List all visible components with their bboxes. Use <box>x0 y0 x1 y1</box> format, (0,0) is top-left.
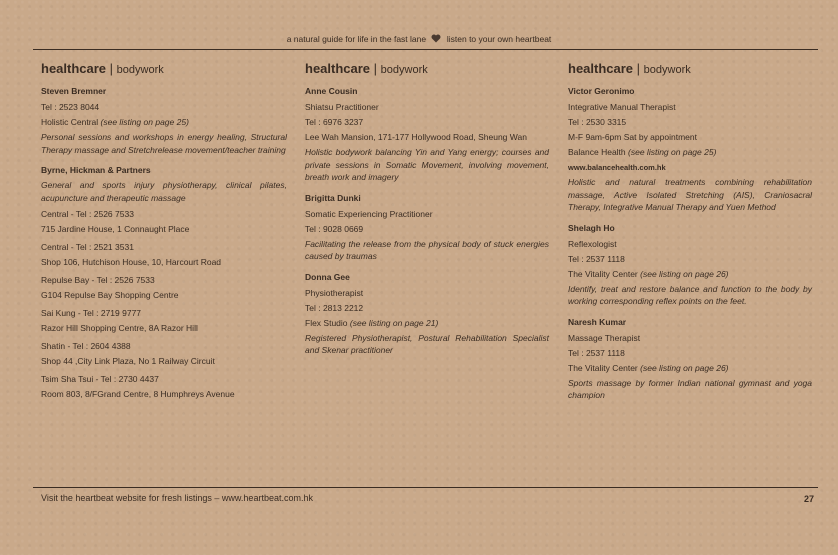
listing-line: Tel : 6976 3237 <box>305 117 364 127</box>
listing-line: Central - Tel : 2521 3531 <box>41 242 134 252</box>
tagline-right: listen to your own heartbeat <box>446 34 552 44</box>
top-rule <box>33 49 818 50</box>
listing-name: Victor Geronimo <box>568 86 635 96</box>
section-heading: healthcare | bodywork <box>568 61 691 76</box>
page-reference: (see listing on page 25) <box>628 147 717 157</box>
page-reference: (see listing on page 25) <box>100 117 189 127</box>
listing-line: 715 Jardine House, 1 Connaught Place <box>41 224 190 234</box>
section-heading: healthcare | bodywork <box>305 61 428 76</box>
listing-line: Flex Studio (see listing on page 21) <box>305 317 439 328</box>
listing-shelagh-ho <box>568 222 812 308</box>
listing-description: Registered Physiotherapist, Postural Rehabilitation Specialist and Skenar practitioner <box>305 332 549 355</box>
page-number: 27 <box>803 494 814 504</box>
listing-donna-gee <box>305 271 549 357</box>
page-reference: (see listing on page 26) <box>640 362 729 373</box>
listing-name: Steven Bremner <box>41 86 107 96</box>
listing-description: General and sports injury physiotherapy, clinical pilates, acupuncture and therapeutic massage <box>41 180 287 203</box>
listing-line: Room 803, 8/FGrand Centre, 8 Humphreys Avenue <box>41 389 235 399</box>
column-3 <box>568 61 812 410</box>
listing-line: G104 Repulse Bay Shopping Centre <box>41 290 179 300</box>
listing-line: Tel : 2537 1118 <box>568 347 625 358</box>
listing-victor-geronimo <box>568 85 812 214</box>
listing-line: The Vitality Center (see listing on page 26) <box>568 268 729 279</box>
listing-line: Tsim Sha Tsui - Tel : 2730 4437 <box>41 374 159 384</box>
listing-line: Shop 106, Hutchison House, 10, Harcourt Road <box>41 257 222 267</box>
listing-description: Holistic and natural treatments combining rehabilitation massage, Active Isolated Stretching (AIS), Craniosacral Therapy, Integrative Manual Therapy and Yuen Method <box>568 177 812 212</box>
listing-line: Razor Hill Shopping Centre, 8A Razor Hill <box>41 323 198 333</box>
listing-line: Shop 44 ,City Link Plaza, No 1 Railway Circuit <box>41 356 215 366</box>
listing-line: Sai Kung - Tel : 2719 9777 <box>41 308 142 318</box>
listing-line: Repulse Bay - Tel : 2526 7533 <box>41 275 155 285</box>
listing-line: Balance Health (see listing on page 25) <box>568 147 717 157</box>
listing-line: Physiotherapist <box>305 287 364 298</box>
listing-name: Byrne, Hickman & Partners <box>41 165 151 175</box>
section-heading: healthcare | bodywork <box>41 61 164 76</box>
listing-name: Brigitta Dunki <box>305 192 361 203</box>
bottom-rule <box>33 487 818 488</box>
listing-name: Naresh Kumar <box>568 316 627 327</box>
listing-line: Integrative Manual Therapist <box>568 102 676 112</box>
listing-line: Holistic Central (see listing on page 25) <box>41 117 189 127</box>
listing-line: The Vitality Center (see listing on page 26) <box>568 362 729 373</box>
listing-description: Holistic bodywork balancing Yin and Yang energy; courses and private sessions in Somatic Movement, involving movement, breath work and imagery <box>305 147 549 182</box>
listing-anne-cousin <box>305 85 549 184</box>
page-reference: (see listing on page 26) <box>640 268 729 279</box>
listing-byrne-hickman <box>41 164 287 402</box>
listing-line: Shatin - Tel : 2604 4388 <box>41 341 131 351</box>
listing-name: Donna Gee <box>305 271 350 282</box>
listing-name: Anne Cousin <box>305 86 358 96</box>
listing-line: M-F 9am-6pm Sat by appointment <box>568 132 697 142</box>
footer-text: Visit the heartbeat website for fresh listings – www.heartbeat.com.hk <box>41 493 313 503</box>
listing-line: Tel : 2523 8044 <box>41 102 100 112</box>
listing-line: Central - Tel : 2526 7533 <box>41 209 134 219</box>
listing-description: Identify, treat and restore balance and function to the body by working corresponding reflex points on the feet. <box>568 283 812 306</box>
listing-description: Personal sessions and workshops in energy healing, Structural Therapy massage and Stretchrelease movement/teacher training <box>41 132 287 155</box>
listing-description: Sports massage by former Indian national gymnast and yoga champion <box>568 377 812 400</box>
listing-line: Tel : 9028 0669 <box>305 223 364 234</box>
listing-line: Tel : 2530 3315 <box>568 117 627 127</box>
tagline <box>0 34 838 44</box>
listing-steven-bremner <box>41 85 287 156</box>
listing-line: Tel : 2813 2212 <box>305 302 364 313</box>
listing-brigitta-dunki <box>305 192 549 263</box>
heart-icon <box>431 34 441 43</box>
column-2 <box>305 61 549 365</box>
listing-line: Somatic Experiencing Practitioner <box>305 208 433 219</box>
listing-description: Facilitating the release from the physical body of stuck energies caused by traumas <box>305 238 549 261</box>
column-1 <box>41 61 287 410</box>
page-reference: (see listing on page 21) <box>349 317 439 328</box>
listing-line: Massage Therapist <box>568 332 641 343</box>
listing-line: Lee Wah Mansion, 171-177 Hollywood Road, Sheung Wan <box>305 132 527 142</box>
website-link[interactable]: www.balancehealth.com.hk <box>568 163 666 172</box>
tagline-left: a natural guide for life in the fast lane <box>286 34 427 44</box>
listing-naresh-kumar <box>568 316 812 402</box>
listing-line: Tel : 2537 1118 <box>568 253 625 264</box>
listing-line: Shiatsu Practitioner <box>305 102 379 112</box>
listing-name: Shelagh Ho <box>568 222 615 233</box>
listing-line: Reflexologist <box>568 238 617 249</box>
